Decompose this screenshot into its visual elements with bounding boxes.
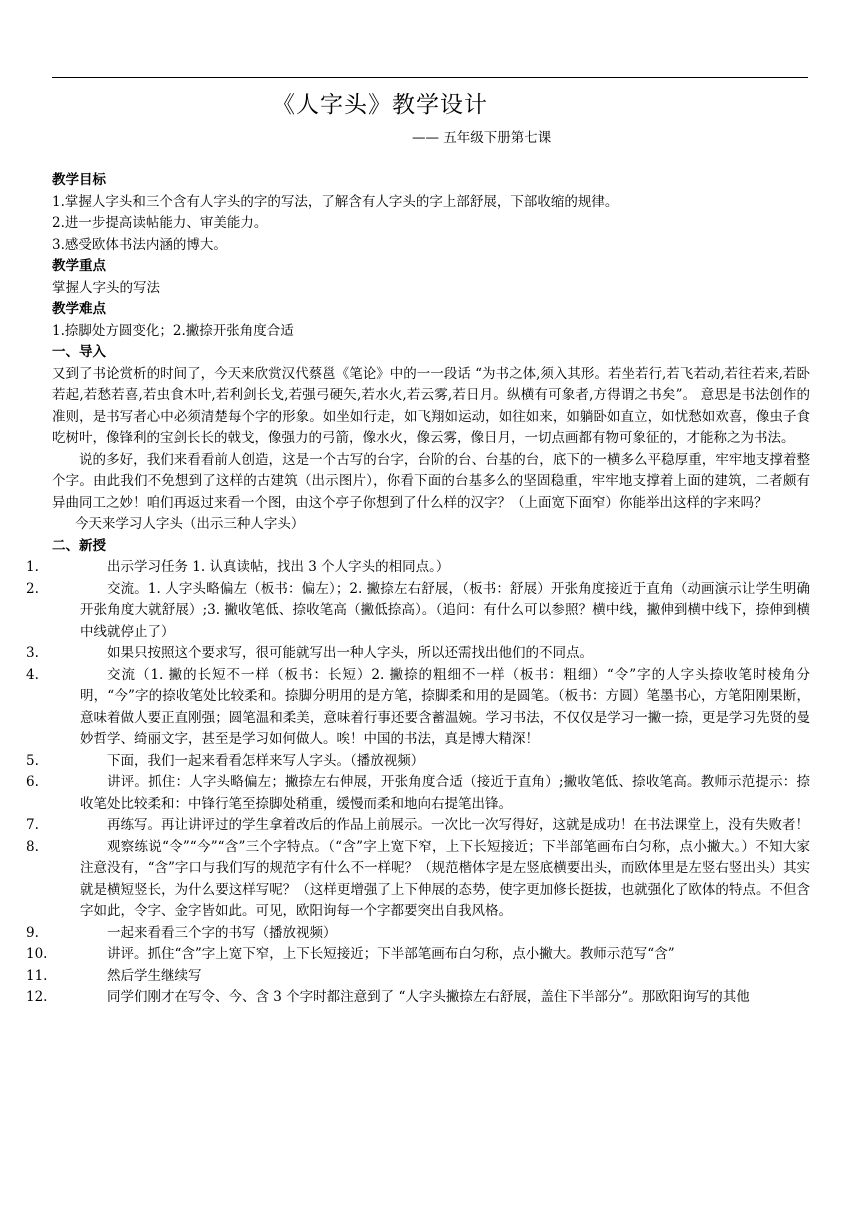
- lesson-step: 7. 再练写。再让讲评过的学生拿着改后的作品上前展示。一次比一次写得好，这就是成功！在书法课堂上，没有失败者！: [26, 817, 809, 833]
- lesson-step: 5. 下面，我们一起来看看怎样来写人字头。（播放视频）: [26, 752, 425, 769]
- intro-paragraph-1: 又到了书论赏析的时间了，今天来欣赏汉代蔡邕《笔论》中的一一段话 “为书之体,须入其形。若坐若行,若飞若动,若往若来,若卧若起,若愁若喜,若虫食木叶,若利剑长戈,若强弓硬矢,若水火,若云雾,若日月。纵横有可象者,方得谓之书矣”。 意思是书法创作的准则，是书写者心中必须清楚每个字的形象。如坐如行走，如飞翔如运动，如往如来，如躺卧如直立，如忧愁如欢喜，像虫子食吃树叶，像锋利的宝剑长长的戟戈，像强力的弓箭，像水火，像云雾，像日月，一切点画都有物可象征的，才能称之为书法。: [52, 365, 810, 446]
- lesson-step: 8. 观察练说“令”“今”“含”三个字特点。（“含”字上宽下窄，上下长短接近；下半部笔画布白匀称，点小撇大。）不知大家注意没有，“含”字口与我们写的规范字有什么不一样呢？（规范楷体字是左竖底横要出头，而欧体里是左竖右竖出头）其实就是横短竖长，为什么要这样写呢？（这样更增强了上下伸展的态势，使字更加修长挺拔，也就强化了欧体的特点。不但含字如此，令字、金字皆如此。可见，欧阳询每一个字都要突出自我风格。: [26, 838, 810, 919]
- new-lesson-heading: 二、新授: [52, 537, 106, 554]
- difficulty-heading: 教学难点: [52, 301, 106, 317]
- goal-item: 2.进一步提高读帖能力、审美能力。: [52, 215, 268, 231]
- intro-paragraph-3: 今天来学习人字头（出示三种人字头）: [74, 516, 305, 532]
- lesson-step: 2. 交流。1. 人字头略偏左（板书：偏左）；2. 撇捺左右舒展，（板书：舒展）开张角度接近于直角（动画演示让学生明确开张角度大就舒展）;3. 撇收笔低、捺收笔高（撇低捺高）。（追问：有什么可以参照？横中线，撇伸到横中线下，捺伸到横中线就停止了）: [26, 580, 810, 640]
- intro-paragraph-2: 说的多好，我们来看看前人创造，这是一个古写的台字，台阶的台、台基的台，底下的一横多么平稳厚重，牢牢地支撑着整个字。由此我们不免想到了这样的古建筑（出示图片），你看下面的台基多么的坚固稳重，牢牢地支撑着上面的建筑，二者颇有异曲同工之妙！咱们再返过来看一个图，由这个亭子你想到了什么样的汉字？（上面宽下面窄）你能举出这样的字来吗？: [52, 451, 810, 511]
- lesson-step: 4. 交流（1. 撇的长短不一样（板书：长短）2. 撇捺的粗细不一样（板书：粗细）“令”字的人字头捺收笔时棱角分明，“今”字的捺收笔处比较柔和。捺脚分明用的是方笔，捺脚柔和用的是圆笔。（板书：方圆）笔墨书心，方笔阳刚果断，意味着做人要正直刚强；圆笔温和柔美，意味着行事还要含蓄温婉。学习书法，不仅仅是学习一撇一捺，更是学习先贤的曼妙哲学、绮丽文字，甚至是学习如何做人。唉！中国的书法，真是博大精深！: [26, 666, 810, 747]
- goal-item: 1.掌握人字头和三个含有人字头的字的写法，了解含有人字头的字上部舒展，下部收缩的规律。: [52, 193, 619, 210]
- difficulty-text: 1.捺脚处方圆变化；2.撇捺开张角度合适: [52, 322, 294, 339]
- document-body: [26, 170, 810, 1009]
- lesson-step: 6. 讲评。抓住：人字头略偏左；撇捺左右伸展，开张角度合适（接近于直角）;撇收笔低、捺收笔高。教师示范提示：捺收笔处比较柔和：中锋行笔至捺脚处稍重，缓慢而柔和地向右提笔出锋。: [26, 774, 810, 812]
- lesson-step: 3. 如果只按照这个要求写，很可能就写出一种人字头，所以还需找出他们的不同点。: [26, 645, 593, 661]
- lesson-step: 11. 然后学生继续写: [26, 967, 202, 984]
- lesson-step: 12. 同学们刚才在写令、今、含 3 个字时都注意到了 “人字头撇捺左右舒展，盖住下半部分”。那欧阳询写的其他: [26, 989, 750, 1005]
- goals-heading: 教学目标: [52, 172, 106, 188]
- key-point-text: 掌握人字头的写法: [52, 279, 160, 296]
- header-rule: [52, 77, 808, 78]
- intro-heading: 一、导入: [52, 344, 106, 360]
- lesson-step: 1. 出示学习任务 1. 认真读帖，找出 3 个人字头的相同点。）: [26, 559, 450, 575]
- document-subtitle: —— 五年级下册第七课: [412, 130, 552, 146]
- goal-item: 3.感受欧体书法内涵的博大。: [52, 236, 227, 253]
- lesson-step: 9. 一起来看看三个字的书写（播放视频）: [26, 924, 337, 941]
- lesson-step: 10. 讲评。抓住“含”字上宽下窄，上下长短接近；下半部笔画布白匀称，点小撇大。教师示范写“含”: [26, 946, 675, 962]
- document-title: 《人字头》教学设计: [272, 92, 488, 118]
- key-point-heading: 教学重点: [52, 258, 106, 274]
- lesson-steps-list: [26, 557, 810, 1009]
